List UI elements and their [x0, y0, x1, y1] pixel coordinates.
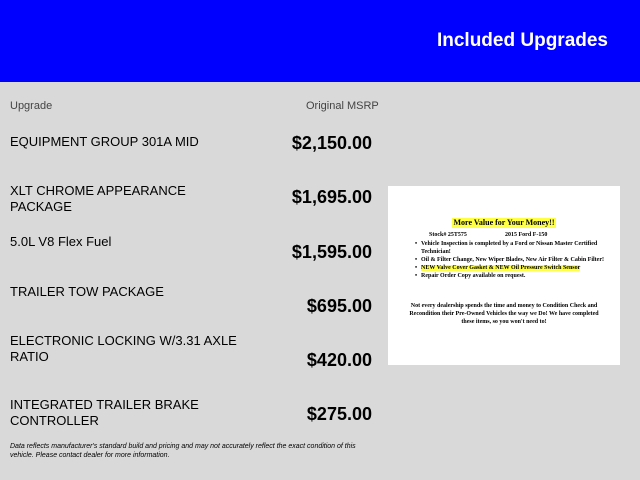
column-header-upgrade: Upgrade: [10, 100, 53, 112]
upgrade-price: $1,595.00: [291, 242, 372, 262]
upgrade-name: TRAILER TOW PACKAGE: [10, 284, 164, 299]
value-list: [415, 240, 605, 280]
upgrade-price: $420.00: [306, 350, 372, 370]
upgrade-name: INTEGRATED TRAILER BRAKE CONTROLLER: [10, 397, 199, 428]
value-panel-footer: Not every dealership spends the time and money to Condition Check and Recondition their Pre-Owned Vehicles the way we Do! We have completed these items, so you won't need to!: [409, 303, 599, 325]
upgrade-name: XLT CHROME APPEARANCE PACKAGE: [10, 183, 186, 214]
value-panel-title: More Value for Your Money!!: [453, 218, 555, 227]
list-item: • Vehicle Inspection is completed by a Ford or Nissan Master Certified Technician!: [415, 240, 605, 256]
upgrade-price: $695.00: [306, 296, 372, 316]
list-item-highlighted: • NEW Valve Cover Gasket & NEW Oil Pressure Switch Sensor: [415, 264, 605, 272]
upgrade-name: 5.0L V8 Flex Fuel: [10, 234, 112, 249]
list-item: • Oil & Filter Change, New Wiper Blades, New Air Filter & Cabin Filter!: [415, 256, 605, 264]
upgrade-name: ELECTRONIC LOCKING W/3.31 AXLE RATIO: [10, 333, 237, 364]
header-banner: [0, 0, 640, 82]
upgrade-price: $1,695.00: [291, 187, 372, 207]
list-item: • Repair Order Copy available on request.: [415, 272, 605, 280]
column-header-msrp: Original MSRP: [306, 100, 379, 112]
value-panel: [388, 186, 620, 365]
upgrade-price: $2,150.00: [291, 133, 372, 153]
stock-number: Stock# 25T575: [429, 232, 467, 238]
disclaimer-text: Data reflects manufacturer's standard build and pricing and may not accurately reflect the exact condition of this vehicle. Please contact dealer for more information.: [10, 443, 356, 459]
page-title: Included Upgrades: [436, 30, 608, 51]
upgrade-price: $275.00: [306, 404, 372, 424]
vehicle-name: 2015 Ford F-150: [505, 232, 548, 238]
upgrade-name: EQUIPMENT GROUP 301A MID: [10, 134, 199, 149]
